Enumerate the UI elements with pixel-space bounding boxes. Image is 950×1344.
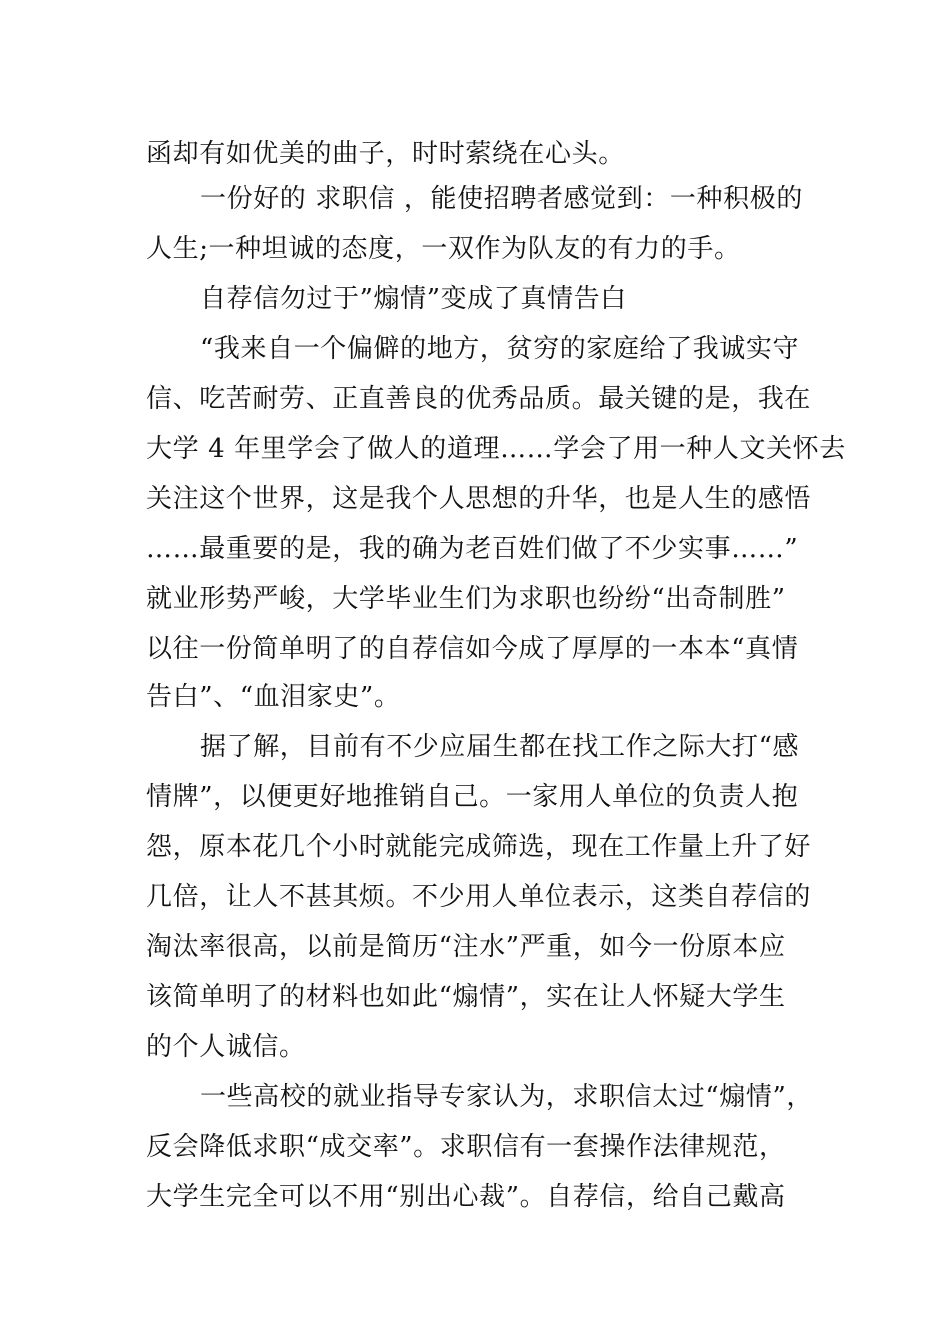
text-line: 怨，原本花几个小时就能完成筛选，现在工作量上升了好: [146, 832, 812, 862]
text-line: 据了解，目前有不少应届生都在找工作之际大打“感: [200, 732, 800, 762]
text-line: 的个人诚信。: [146, 1032, 306, 1062]
text-line: 一份好的 求职信 ，能使招聘者感觉到：一种积极的: [200, 184, 803, 214]
text-line: 淘汰率很高，以前是简历“注水”严重，如今一份原本应: [146, 932, 786, 962]
section-heading: 自荐信勿过于”煽情”变成了真情告白: [200, 284, 627, 314]
text-line: 人生;一种坦诚的态度，一双作为队友的有力的手。: [146, 234, 741, 264]
text-line: 以往一份简单明了的自荐信如今成了厚厚的一本本“真情: [146, 634, 799, 664]
text-line: 告白”、“血泪家史”。: [146, 682, 401, 712]
text-line: 函却有如优美的曲子，时时萦绕在心头。: [146, 139, 625, 169]
text-line: 就业形势严峻，大学毕业生们为求职也纷纷“出奇制胜”: [146, 584, 786, 614]
text-line: “我来自一个偏僻的地方，贫穷的家庭给了我诚实守: [200, 334, 800, 364]
text-line: 情牌”，以便更好地推销自己。一家用人单位的负责人抱: [146, 782, 799, 812]
text-line: 大学 4 年里学会了做人的道理……学会了用一种人文关怀去: [146, 434, 846, 464]
text-line: 关注这个世界，这是我个人思想的升华，也是人生的感悟: [146, 484, 812, 514]
text-line: 反会降低求职“成交率”。求职信有一套操作法律规范，: [146, 1132, 786, 1162]
text-line: 该简单明了的材料也如此“煽情”，实在让人怀疑大学生: [146, 982, 786, 1012]
text-line: 几倍，让人不甚其烦。不少用人单位表示，这类自荐信的: [146, 882, 812, 912]
text-line: 一些高校的就业指导专家认为，求职信太过“煽情”，: [200, 1082, 813, 1112]
text-line: 大学生完全可以不用“别出心裁”。自荐信，给自己戴高: [146, 1182, 786, 1212]
text-line: 信、吃苦耐劳、正直善良的优秀品质。最关键的是，我在: [146, 384, 812, 414]
text-line: ……最重要的是，我的确为老百姓们做了不少实事……”: [146, 534, 799, 564]
